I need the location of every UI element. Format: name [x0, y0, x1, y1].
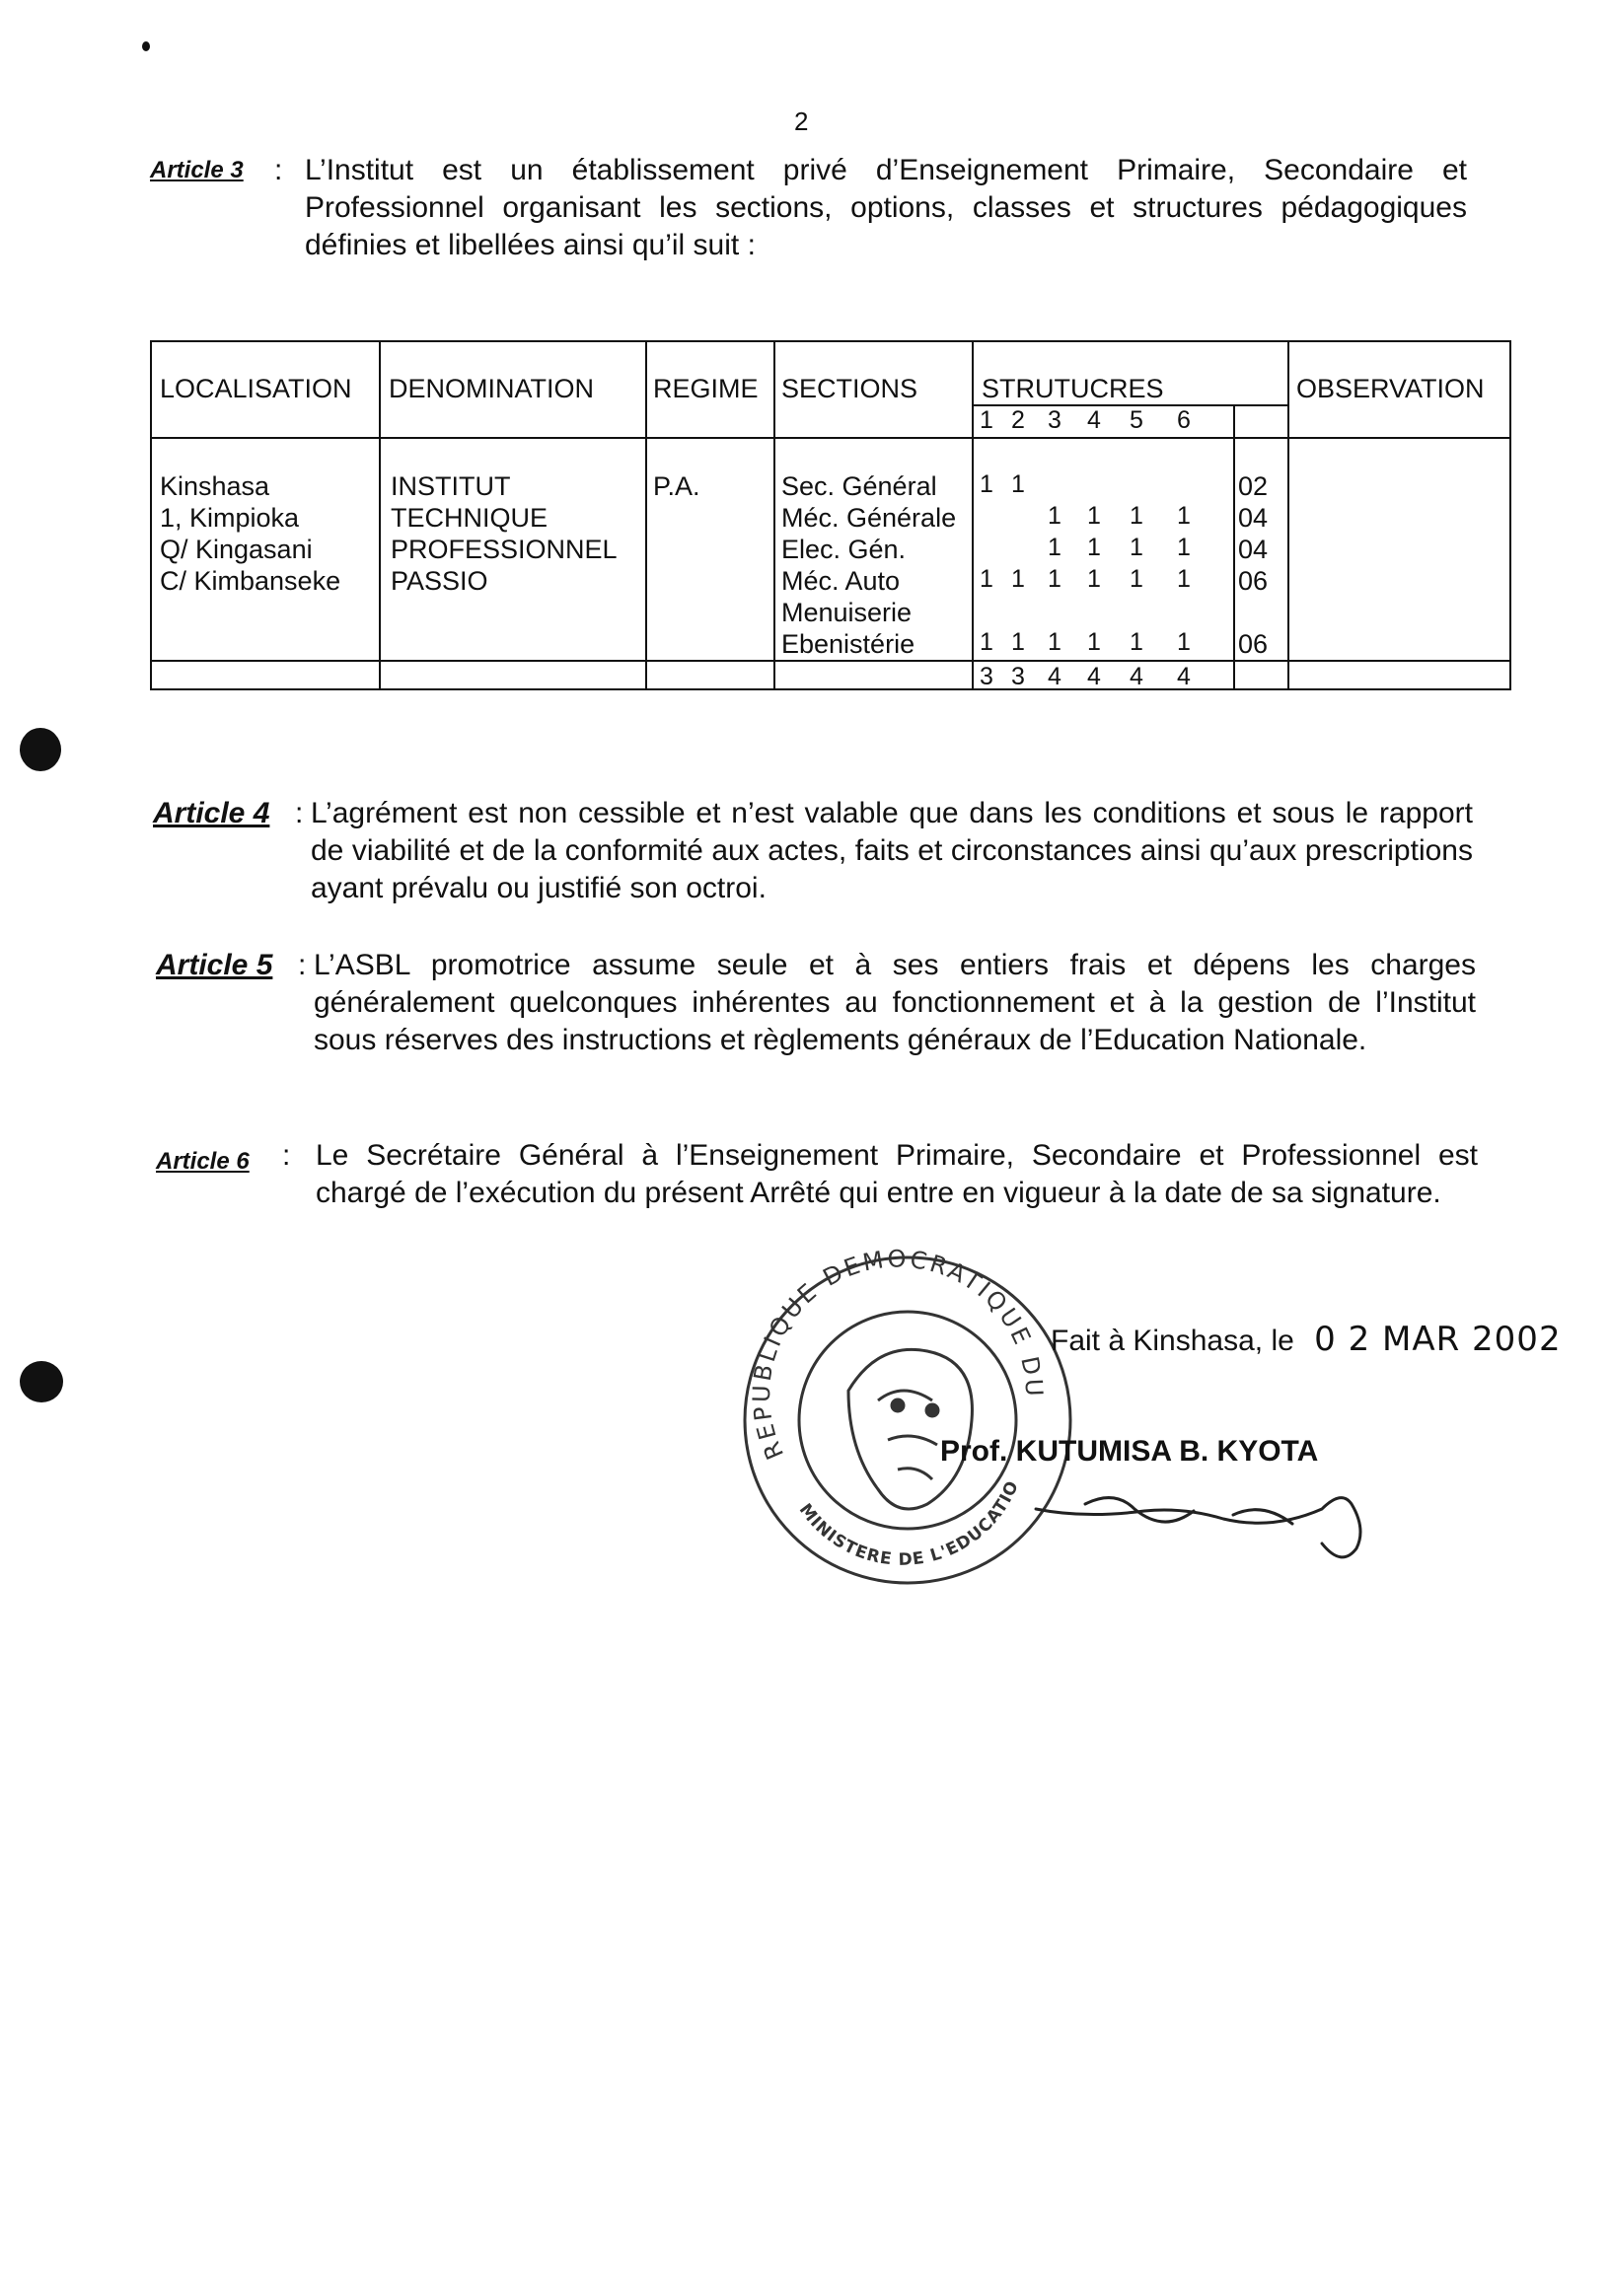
date-stamp: 0 2 MAR 2002 [1314, 1320, 1562, 1359]
section-total: 04 [1238, 535, 1269, 564]
regime-cell: P.A. [653, 471, 700, 501]
article-6 [156, 1137, 1478, 1212]
section-name: Méc. Générale [781, 503, 957, 533]
section-name: Menuiserie [781, 598, 913, 627]
denomination-line: INSTITUT [391, 471, 511, 501]
localisation-cell [160, 470, 340, 597]
article-3 [150, 152, 1467, 264]
class-count: 1 [1011, 565, 1025, 593]
article-4-label: Article 4 [153, 797, 270, 829]
class-number: 5 [1130, 406, 1143, 434]
class-count: 1 [1048, 502, 1061, 530]
article-3-text: L’Institut est un établissement privé d’Enseignement Primaire, Secondaire et Professionnel organisant les sections, options, classes et structures pédagogiques définies et libellées ainsi qu’il suit : [305, 154, 1467, 261]
class-count: 1 [1087, 628, 1101, 656]
class-count: 1 [1130, 502, 1143, 530]
class-count: 1 [1177, 534, 1191, 561]
article-6-text: Le Secrétaire Général à l’Enseignement Primaire, Secondaire et Professionnel est chargé de l’exécution du présent Arrêté qui entre en vigueur à la date de sa signature. [316, 1139, 1478, 1209]
place-date-line [1051, 1320, 1562, 1359]
class-count: 1 [1048, 565, 1061, 593]
article-5-separator: : [298, 949, 307, 981]
header-localisation: LOCALISATION [160, 374, 352, 403]
class-count: 1 [1177, 628, 1191, 656]
header-observation: OBSERVATION [1296, 374, 1485, 403]
class-count: 1 [1130, 565, 1143, 593]
article-5-text: L’ASBL promotrice assume seule et à ses entiers frais et dépens les charges généralement quelconques inhérentes au fonctionnement et à la gestion de l’Institut sous réserves des instructions et règlements généraux de l’Education Nationale. [314, 949, 1476, 1056]
lion-emblem-icon [848, 1349, 972, 1509]
denomination-cell [391, 470, 618, 597]
seal-outer-text: REPUBLIQUE DEMOCRATIQUE DU [747, 1245, 1049, 1464]
column-total: 4 [1130, 663, 1143, 690]
class-count: 1 [1048, 534, 1061, 561]
class-count: 1 [980, 470, 993, 498]
section-total: 04 [1238, 503, 1269, 533]
class-count: 1 [1011, 470, 1025, 498]
header-regime: REGIME [653, 374, 759, 403]
header-structures: STRUTUCRES [982, 374, 1164, 403]
class-number: 1 [980, 406, 993, 434]
class-count: 1 [1177, 565, 1191, 593]
denomination-line: TECHNIQUE [391, 503, 549, 533]
seal-bottom-text: MINISTERE DE L'EDUCATIO [794, 1477, 1024, 1570]
article-6-label: Article 6 [156, 1148, 250, 1175]
class-count: 1 [1130, 534, 1143, 561]
class-count: 1 [980, 628, 993, 656]
class-count: 1 [1087, 502, 1101, 530]
localisation-line: Q/ Kingasani [160, 535, 313, 564]
section-total: 06 [1238, 629, 1269, 659]
article-4 [153, 795, 1473, 907]
class-count: 1 [1087, 534, 1101, 561]
article-5 [156, 947, 1476, 1059]
section-total: 06 [1238, 566, 1269, 596]
header-denomination: DENOMINATION [389, 374, 594, 403]
section-name: Méc. Auto [781, 566, 901, 596]
column-total: 3 [1011, 663, 1025, 690]
class-count: 1 [1130, 628, 1143, 656]
section-name: Elec. Gén. [781, 535, 907, 564]
header-sections: SECTIONS [781, 374, 918, 403]
class-count: 1 [980, 565, 993, 593]
class-count: 1 [1087, 565, 1101, 593]
column-total: 4 [1048, 663, 1061, 690]
section-name: Sec. Général [781, 471, 937, 501]
localisation-line: 1, Kimpioka [160, 503, 300, 533]
class-count: 1 [1011, 628, 1025, 656]
localisation-line: Kinshasa [160, 471, 270, 501]
class-number: 4 [1087, 406, 1101, 434]
denomination-line: PASSIO [391, 566, 488, 596]
scan-speck [20, 1361, 63, 1402]
article-3-separator: : [274, 154, 283, 186]
section-total: 02 [1238, 471, 1269, 501]
column-total: 4 [1177, 663, 1191, 690]
scan-speck [20, 728, 61, 771]
column-total: 4 [1087, 663, 1101, 690]
class-number: 3 [1048, 406, 1061, 434]
denomination-line: PROFESSIONNEL [391, 535, 618, 564]
handwritten-signature-icon [1026, 1450, 1401, 1578]
article-4-text: L’agrément est non cessible et n’est valable que dans les conditions et sous le rapport de viabilité et de la conformité aux actes, faits et circonstances ainsi qu’aux prescriptions ayant prévalu ou justifié son octroi. [311, 797, 1473, 904]
page-number: 2 [794, 107, 809, 136]
article-5-label: Article 5 [156, 949, 273, 981]
scan-speck [142, 41, 150, 51]
class-number: 2 [1011, 406, 1025, 434]
localisation-line: C/ Kimbanseke [160, 566, 341, 596]
class-number: 6 [1177, 406, 1191, 434]
article-4-separator: : [295, 797, 304, 829]
class-count: 1 [1048, 628, 1061, 656]
article-6-separator: : [282, 1139, 291, 1172]
place-date-text: Fait à Kinshasa, le [1051, 1325, 1294, 1357]
article-3-label: Article 3 [150, 157, 244, 183]
column-total: 3 [980, 663, 993, 690]
section-name: Ebenistérie [781, 629, 915, 659]
signer-name: Prof. KUTUMISA B. KYOTA [940, 1435, 1319, 1468]
class-count: 1 [1177, 502, 1191, 530]
